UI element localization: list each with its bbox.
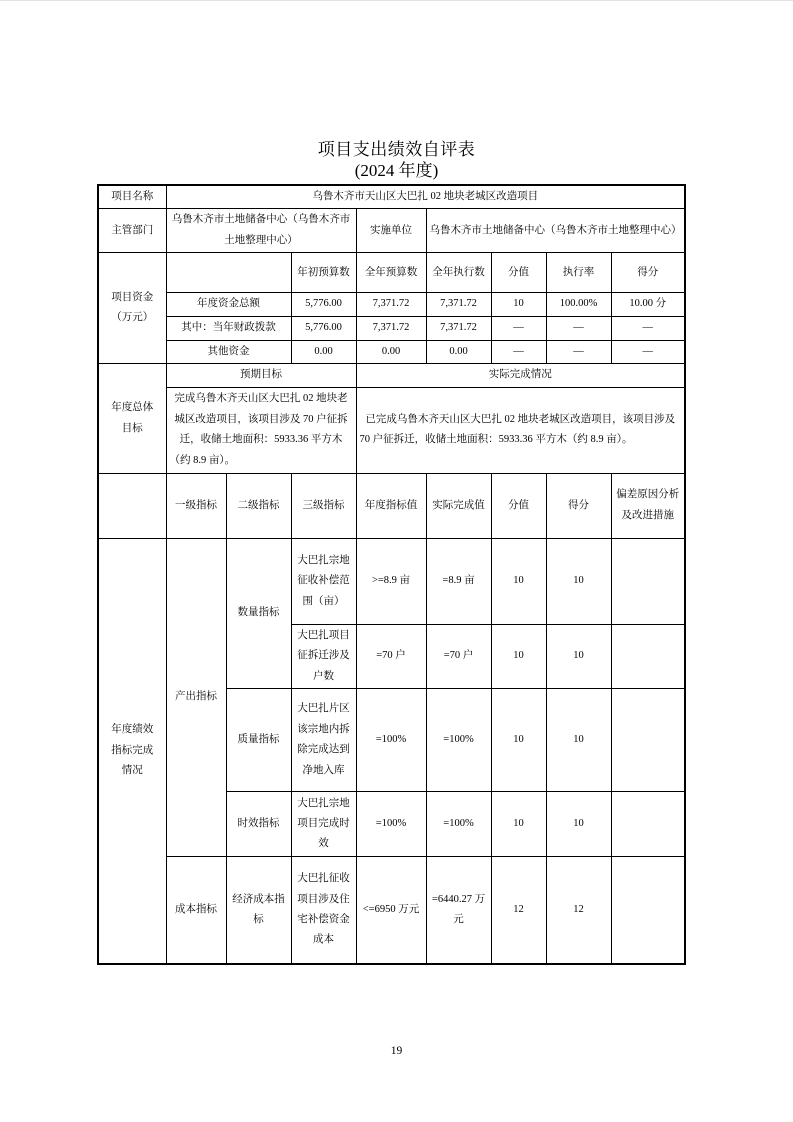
cell-actual-value: =100% [426,689,491,792]
cell-level1-output: 产出指标 [166,538,226,856]
label-line: 指标完成 [111,744,154,756]
cell-target-value: <=6950 万元 [356,857,426,964]
goal-header-row [98,364,685,387]
cell-weight: 10 [491,624,546,688]
cell-level3: 大巴扎征收项目涉及住宅补偿资金成本 [291,857,356,964]
cell-weight: 10 [491,293,546,316]
cell-row-label: 年度资金总额 [166,293,291,316]
cell-indicator-empty-header [98,473,166,538]
cell-execution-rate: 100.00% [546,293,611,316]
cell-weight: — [491,316,546,340]
cell-score: — [611,316,685,340]
label-line: 项目资金 [111,291,154,303]
cell-target-value: >=8.9 亩 [356,538,426,624]
funding-row-fiscal [98,316,685,340]
cell-score: 12 [546,857,611,964]
cell-level1-cost: 成本指标 [166,857,226,964]
col-header-score: 得分 [546,473,611,538]
col-header-executed: 全年执行数 [426,253,491,293]
cell-performance-section-label [98,538,166,963]
cell-initial-budget: 0.00 [291,340,356,363]
department-row [98,209,685,253]
col-header-level2: 二级指标 [226,473,291,538]
col-header-level3: 三级指标 [291,473,356,538]
cell-funding-empty-header [166,253,291,293]
goal-content-row [98,387,685,473]
cell-project-name-label: 项目名称 [98,185,166,209]
cell-score: 10 [546,624,611,688]
cell-actual-value: =70 户 [426,624,491,688]
funding-row-other [98,340,685,363]
cell-weight: 10 [491,792,546,857]
cell-department-label: 主管部门 [98,209,166,253]
cell-implementing-unit-label: 实施单位 [356,209,426,253]
cell-score: 10.00 分 [611,293,685,316]
cell-actual-value: =100% [426,792,491,857]
cell-executed: 0.00 [426,340,491,363]
project-name-row [98,185,685,209]
cell-weight: — [491,340,546,363]
cell-annual-budget: 7,371.72 [356,293,426,316]
cell-weight: 10 [491,538,546,624]
col-header-actual-completion: 实际完成情况 [356,364,685,387]
indicator-row [98,538,685,624]
cell-department: 乌鲁木齐市土地储备中心（乌鲁木齐市土地整理中心） [166,209,356,253]
cell-actual-value: =8.9 亩 [426,538,491,624]
cell-level3: 大巴扎宗地征收补偿范围（亩） [291,538,356,624]
cell-deviation [611,624,685,688]
cell-project-name: 乌鲁木齐市天山区大巴扎 02 地块老城区改造项目 [166,185,685,209]
cell-score: 10 [546,538,611,624]
cell-deviation [611,792,685,857]
label-line: 情况 [121,765,143,776]
cell-initial-budget: 5,776.00 [291,293,356,316]
col-header-score: 得分 [611,253,685,293]
cell-score: 10 [546,689,611,792]
cell-expected-goal: 完成乌鲁木齐天山区大巴扎 02 地块老城区改造项目，该项目涉及 70 户征拆迁，收储土地面积：5933.36 平方木（约 8.9 亩）。 [166,387,356,473]
cell-execution-rate: — [546,316,611,340]
cell-deviation [611,538,685,624]
cell-deviation [611,857,685,964]
cell-score: — [611,340,685,363]
self-evaluation-table [97,184,686,965]
cell-level3: 大巴扎项目征拆迁涉及户数 [291,624,356,688]
cell-level2-quality: 质量指标 [226,689,291,792]
col-header-deviation: 偏差原因分析及改进措施 [611,473,685,538]
funding-row-total [98,293,685,316]
cell-level2-timeliness: 时效指标 [226,792,291,857]
cell-implementing-unit: 乌鲁木齐市土地储备中心（乌鲁木齐市土地整理中心） [426,209,685,253]
cell-executed: 7,371.72 [426,316,491,340]
col-header-annual-budget: 全年预算数 [356,253,426,293]
indicator-header-row [98,473,685,538]
cell-level3: 大巴扎宗地项目完成时效 [291,792,356,857]
col-header-target-value: 年度指标值 [356,473,426,538]
cell-executed: 7,371.72 [426,293,491,316]
cell-annual-goal-label [98,364,166,473]
cell-actual-completion: 已完成乌鲁木齐天山区大巴扎 02 地块老城区改造项目，该项目涉及 70 户征拆迁，收储土地面积：5933.36 平方木（约 8.9 亩）。 [356,387,685,473]
page-subtitle: (2024 年度) [354,161,439,180]
cell-initial-budget: 5,776.00 [291,316,356,340]
page-title: 项目支出绩效自评表 [317,140,476,159]
cell-execution-rate: — [546,340,611,363]
col-header-weight: 分值 [491,473,546,538]
cell-annual-budget: 0.00 [356,340,426,363]
col-header-actual-value: 实际完成值 [426,473,491,538]
label-line: 年度绩效 [111,724,154,736]
funding-header-row [98,253,685,293]
page-number: 19 [390,1044,403,1057]
indicator-row [98,857,685,964]
cell-weight: 12 [491,857,546,964]
cell-target-value: =70 户 [356,624,426,688]
cell-weight: 10 [491,689,546,792]
cell-level2-quantity: 数量指标 [226,538,291,688]
cell-deviation [611,689,685,792]
label-line: 目标 [121,422,143,434]
cell-funding-section-label [98,253,166,364]
cell-level2-economic-cost: 经济成本指标 [226,857,291,964]
cell-row-label: 其他资金 [166,340,291,363]
cell-actual-value: =6440.27 万元 [426,857,491,964]
cell-row-label: 其中：当年财政拨款 [166,316,291,340]
cell-target-value: =100% [356,689,426,792]
col-header-execution-rate: 执行率 [546,253,611,293]
cell-score: 10 [546,792,611,857]
cell-annual-budget: 7,371.72 [356,316,426,340]
col-header-level1: 一级指标 [166,473,226,538]
cell-level3: 大巴扎片区该宗地内拆除完成达到净地入库 [291,689,356,792]
label-line: （万元） [111,312,154,324]
col-header-expected-goal: 预期目标 [166,364,356,387]
col-header-weight: 分值 [491,253,546,293]
col-header-initial-budget: 年初预算数 [291,253,356,293]
label-line: 年度总体 [111,402,154,414]
cell-target-value: =100% [356,792,426,857]
